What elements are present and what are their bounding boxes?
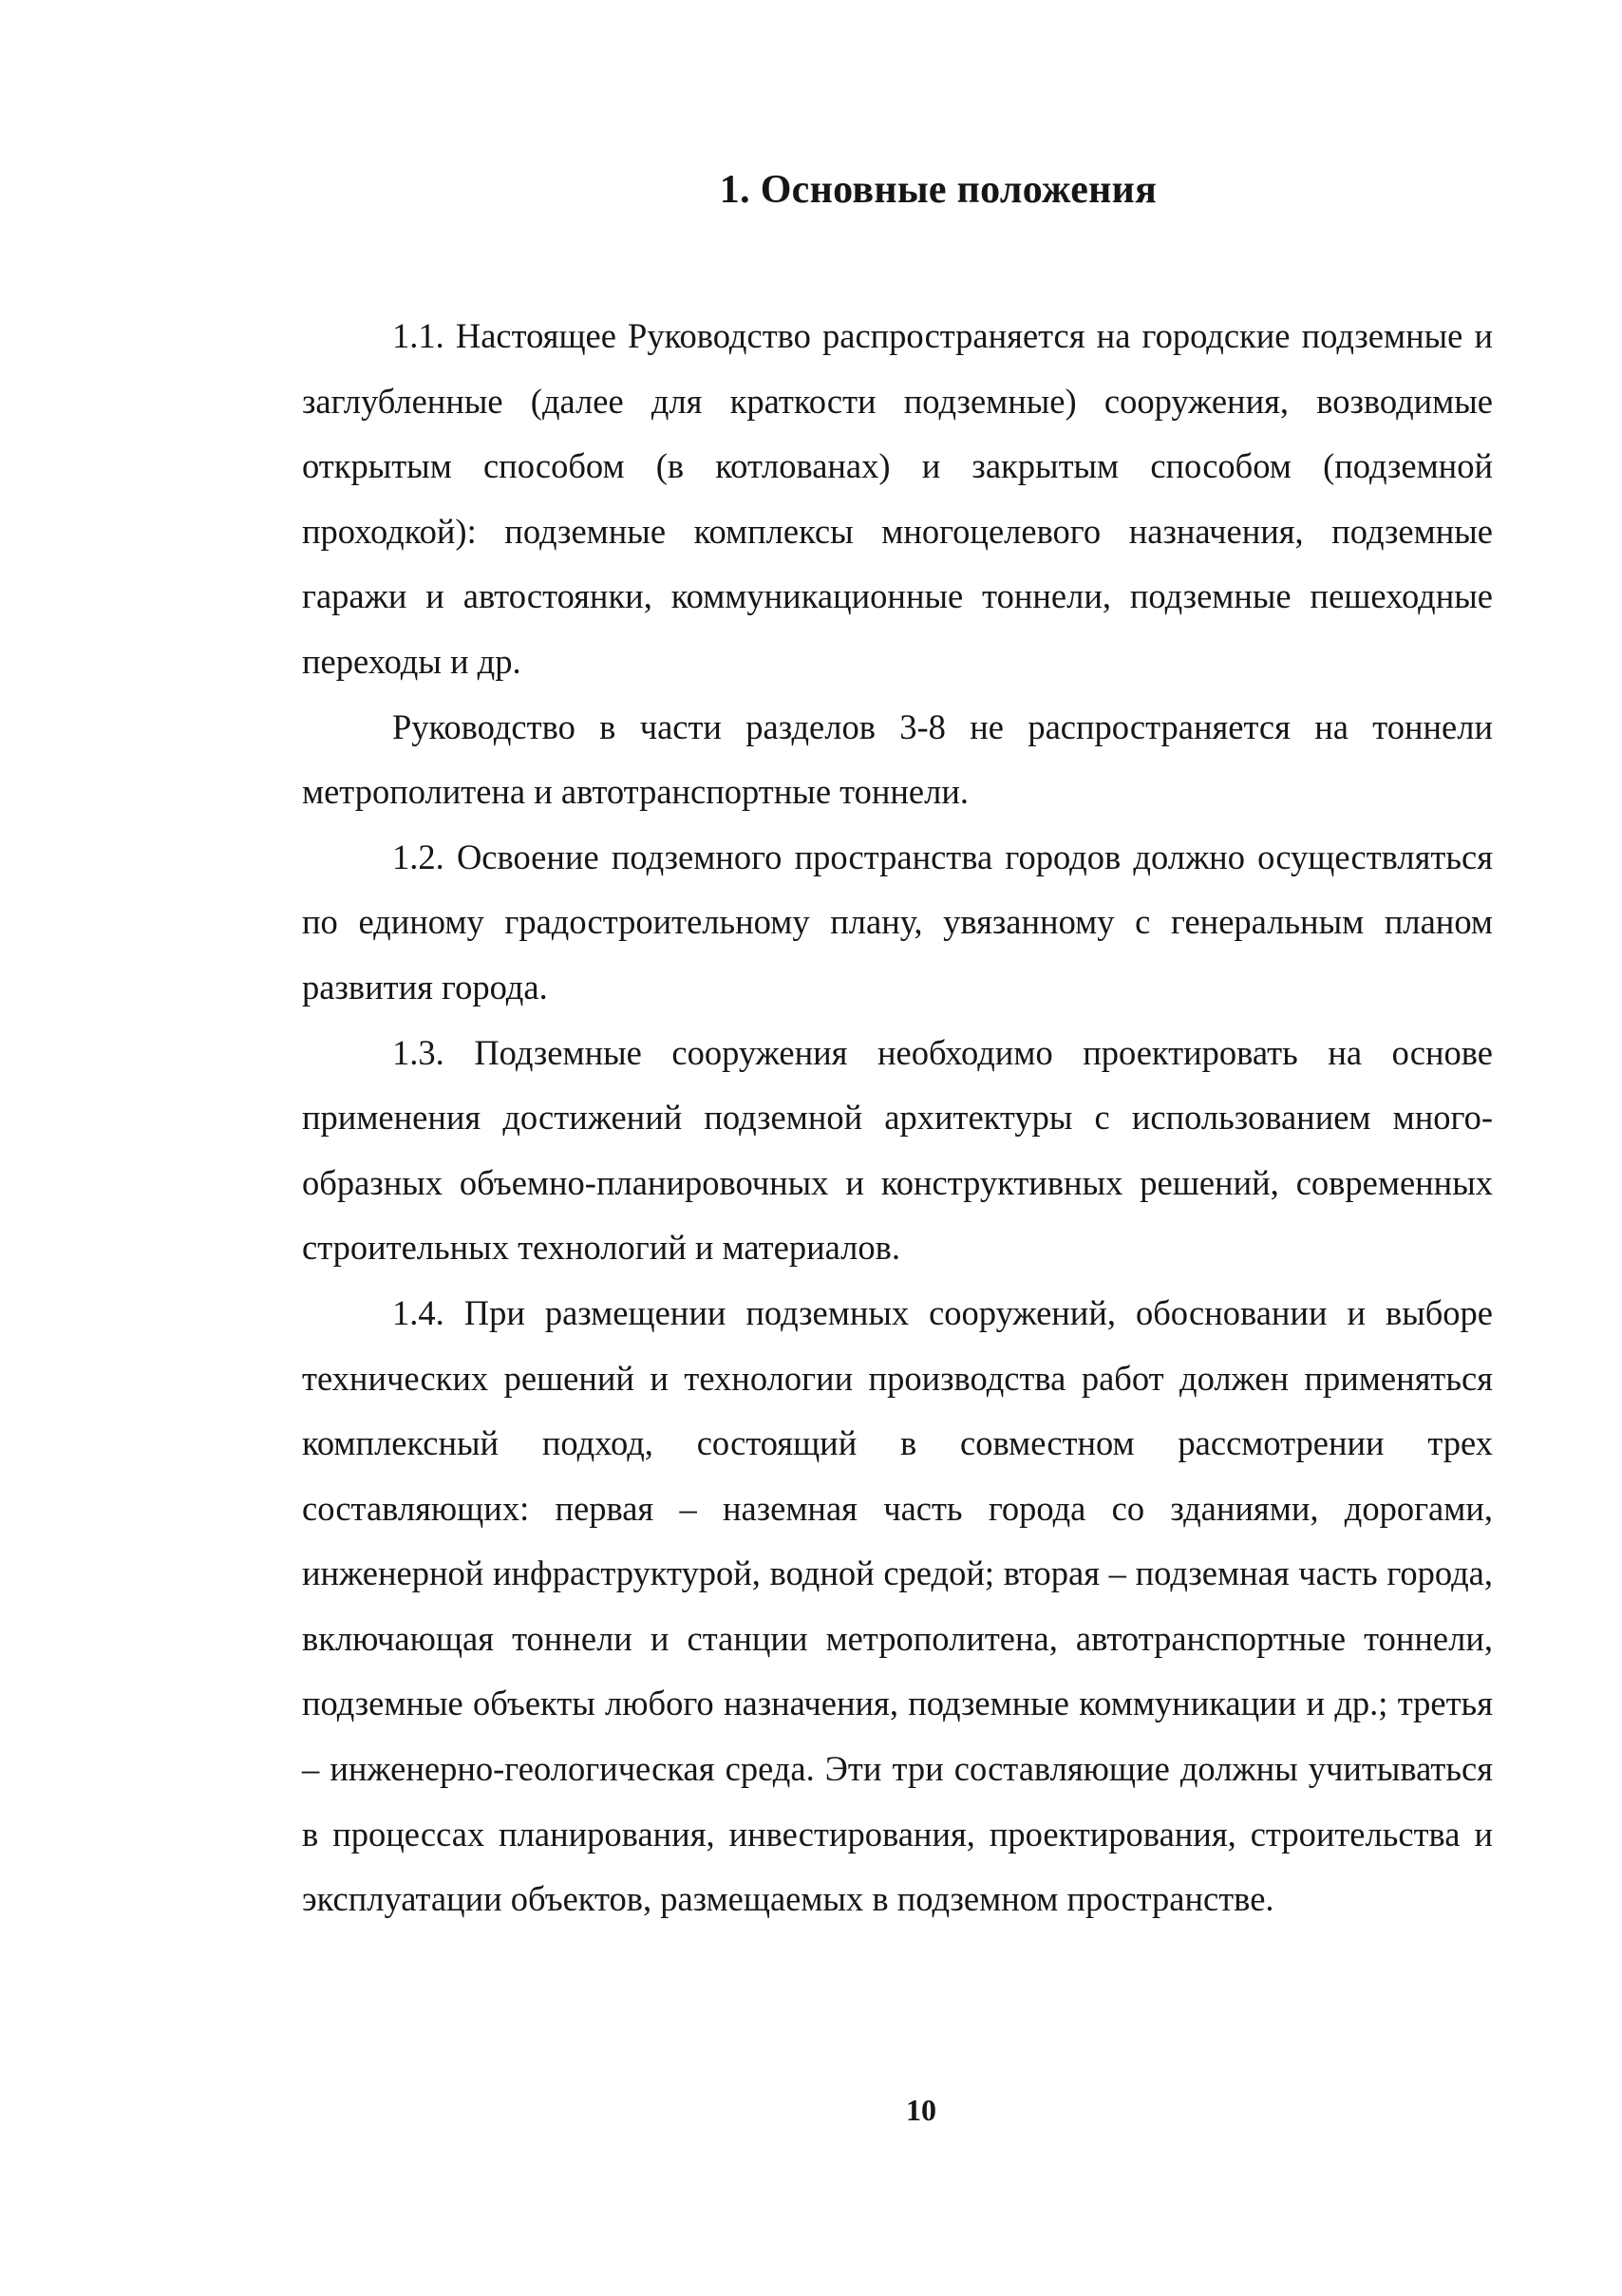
- page-number: 10: [906, 2093, 936, 2127]
- paragraph-1-1: 1.1. Настоящее Руководство распространяется на городские подземные и заглубленные (далее для краткости подземные) сооружения, возводимые открытым способом (в котлованах) и закрытым способом (подземной проходкой): подземные комплексы многоцелевого назначения, подземные гаражи и автостоянки, коммуникационные тоннели, подземные пешеходные переходы и др.: [302, 316, 1493, 681]
- paragraph-1-4: 1.4. При размещении подземных сооружений, обосновании и выборе технических решений и технологии производства работ должен применяться комплексный подход, состоящий в совместном рассмотрении трех составляющих: первая – наземная часть города со зданиями, дорогами, инженерной инфраструктурой, водной средой; вторая – подземная часть города, включающая тоннели и станции метрополитена, автотранспортные тоннели, подземные объекты любого назначения, подземные коммуникации и др.; третья – инженерно-геологическая среда. Эти три составляющие должны учитываться в процессах планирования, инвестирования, проектирования, строительства и эксплуатации объектов, размещаемых в подземном пространстве.: [302, 1292, 1493, 1919]
- paragraph-1-3: 1.3. Подземные сооружения необходимо проектировать на основе применения достижений подземной архитектуры с использованием многообразных объемно-планировочных и конструктивных решений, современных строительных технологий и материалов.: [302, 1032, 1493, 1268]
- body-text: [302, 304, 1493, 1932]
- paragraph-1-2: 1.2. Освоение подземного пространства городов должно осуществляться по единому градостроительному плану, увязанному с генеральным планом развития города.: [302, 837, 1493, 1007]
- paragraph-scope-note: Руководство в части разделов 3-8 не распространяется на тоннели метрополитена и автотранспортные тоннели.: [302, 706, 1493, 812]
- section-title: 1. Основные положения: [719, 168, 1158, 212]
